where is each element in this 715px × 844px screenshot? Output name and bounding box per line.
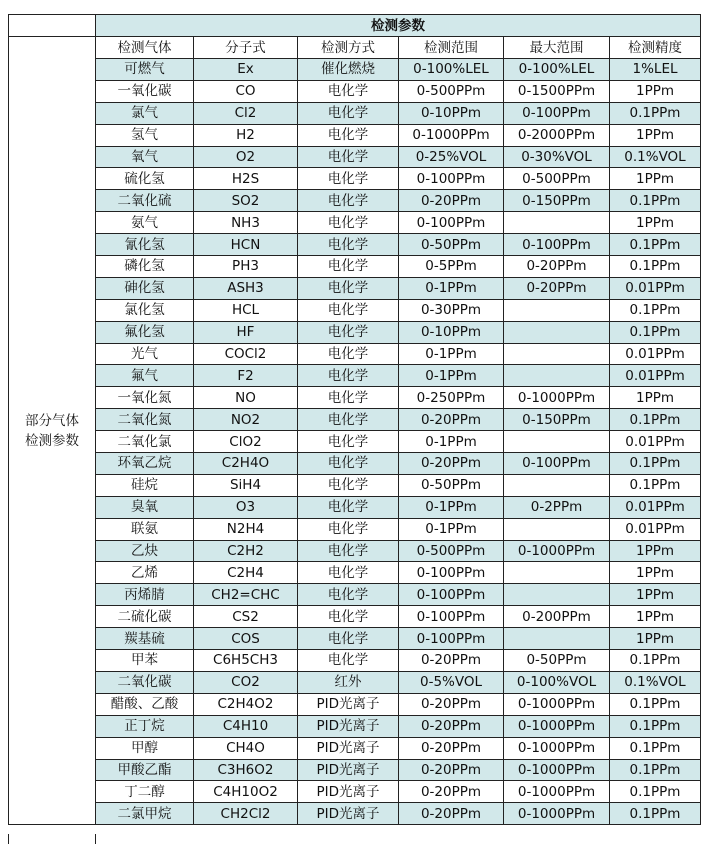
cell-formula: Cl2 — [194, 102, 298, 124]
cell-formula: CH2Cl2 — [194, 803, 298, 825]
cell-max-range: 0-20PPm — [504, 277, 610, 299]
cell-max-range — [504, 584, 610, 606]
cell-max-range: 0-150PPm — [504, 190, 610, 212]
cell-gas: 丙烯腈 — [96, 584, 194, 606]
cell-method: 电化学 — [298, 453, 399, 475]
cell-method: 电化学 — [298, 496, 399, 518]
cell-accuracy: 0.1PPm — [610, 299, 701, 321]
table-row — [9, 409, 701, 431]
cell-range: 0-100PPm — [399, 168, 504, 190]
header-row — [9, 37, 701, 59]
cell-range: 0-1PPm — [399, 431, 504, 453]
cell-formula: ClO2 — [194, 431, 298, 453]
table-row — [9, 803, 701, 825]
cell-formula: HF — [194, 321, 298, 343]
cell-formula: O2 — [194, 146, 298, 168]
cell-method: 电化学 — [298, 124, 399, 146]
cell-range: 0-500PPm — [399, 540, 504, 562]
cell-accuracy: 1PPm — [610, 212, 701, 234]
table-row — [9, 256, 701, 278]
cell-formula: C3H6O2 — [194, 759, 298, 781]
cell-gas: 硅烷 — [96, 474, 194, 496]
table-row — [9, 606, 701, 628]
cell-max-range: 0-1000PPm — [504, 387, 610, 409]
cell-range: 0-1PPm — [399, 365, 504, 387]
section-label-line-2: 检测参数 — [25, 432, 79, 449]
cell-range: 0-5%VOL — [399, 671, 504, 693]
cell-gas: 氟气 — [96, 365, 194, 387]
cell-formula: C2H2 — [194, 540, 298, 562]
cell-accuracy: 0.1PPm — [610, 803, 701, 825]
cell-max-range — [504, 562, 610, 584]
table-row — [9, 212, 701, 234]
cell-range: 0-20PPm — [399, 781, 504, 803]
cell-accuracy: 1%LEL — [610, 59, 701, 81]
cell-method: 电化学 — [298, 387, 399, 409]
table-row — [9, 387, 701, 409]
table-row — [9, 80, 701, 102]
title-row — [9, 15, 701, 37]
cell-method: 电化学 — [298, 562, 399, 584]
cell-range: 0-20PPm — [399, 803, 504, 825]
cell-range: 0-50PPm — [399, 474, 504, 496]
cell-range: 0-20PPm — [399, 759, 504, 781]
cell-range: 0-100PPm — [399, 628, 504, 650]
cell-gas: 氨气 — [96, 212, 194, 234]
cell-max-range: 0-1000PPm — [504, 759, 610, 781]
table-row — [9, 759, 701, 781]
cell-max-range — [504, 365, 610, 387]
cell-range: 0-5PPm — [399, 256, 504, 278]
table-row — [9, 168, 701, 190]
cell-formula: C4H10O2 — [194, 781, 298, 803]
cell-max-range — [504, 628, 610, 650]
header-gas: 检测气体 — [96, 37, 194, 59]
cell-method: PID光离子 — [298, 693, 399, 715]
gas-parameter-table — [8, 14, 701, 825]
cell-accuracy: 1PPm — [610, 540, 701, 562]
cell-formula: Ex — [194, 59, 298, 81]
cell-method: 电化学 — [298, 102, 399, 124]
cell-range: 0-20PPm — [399, 693, 504, 715]
cell-method: 电化学 — [298, 343, 399, 365]
cell-formula: PH3 — [194, 256, 298, 278]
cell-range: 0-20PPm — [399, 409, 504, 431]
cell-max-range: 0-1000PPm — [504, 540, 610, 562]
cell-method: 电化学 — [298, 146, 399, 168]
cell-gas: 氟化氢 — [96, 321, 194, 343]
table-row — [9, 365, 701, 387]
cell-max-range — [504, 299, 610, 321]
cell-max-range: 0-200PPm — [504, 606, 610, 628]
cell-gas: 甲醇 — [96, 737, 194, 759]
cell-formula: CH4O — [194, 737, 298, 759]
table-row — [9, 737, 701, 759]
cell-gas: 甲酸乙酯 — [96, 759, 194, 781]
cell-method: PID光离子 — [298, 803, 399, 825]
cell-formula: F2 — [194, 365, 298, 387]
header-range: 检测范围 — [399, 37, 504, 59]
table-row — [9, 671, 701, 693]
cell-method: 电化学 — [298, 168, 399, 190]
header-method: 检测方式 — [298, 37, 399, 59]
cell-max-range: 0-2000PPm — [504, 124, 610, 146]
cell-method: 电化学 — [298, 365, 399, 387]
cell-accuracy: 1PPm — [610, 80, 701, 102]
cell-range: 0-1PPm — [399, 277, 504, 299]
cell-range: 0-100PPm — [399, 584, 504, 606]
cell-formula: HCN — [194, 234, 298, 256]
cell-gas: 氧气 — [96, 146, 194, 168]
cell-formula: C4H10 — [194, 715, 298, 737]
cell-formula: NO — [194, 387, 298, 409]
cell-range: 0-100%LEL — [399, 59, 504, 81]
cell-method: 电化学 — [298, 212, 399, 234]
cell-formula: HCL — [194, 299, 298, 321]
cell-method: 电化学 — [298, 584, 399, 606]
cell-max-range: 0-150PPm — [504, 409, 610, 431]
cell-method: 电化学 — [298, 321, 399, 343]
cell-method: PID光离子 — [298, 759, 399, 781]
cell-accuracy: 0.01PPm — [610, 277, 701, 299]
cell-gas: 臭氧 — [96, 496, 194, 518]
header-formula: 分子式 — [194, 37, 298, 59]
table-row — [9, 781, 701, 803]
table-row — [9, 124, 701, 146]
cell-gas: 砷化氢 — [96, 277, 194, 299]
table-row — [9, 190, 701, 212]
cell-max-range: 0-100PPm — [504, 453, 610, 475]
cell-accuracy: 0.1PPm — [610, 715, 701, 737]
cell-formula: C6H5CH3 — [194, 650, 298, 672]
cell-accuracy: 0.1PPm — [610, 650, 701, 672]
cell-method: 电化学 — [298, 431, 399, 453]
cell-range: 0-20PPm — [399, 715, 504, 737]
cell-max-range — [504, 431, 610, 453]
cell-formula: O3 — [194, 496, 298, 518]
cell-max-range — [504, 343, 610, 365]
cell-method: 电化学 — [298, 409, 399, 431]
cell-accuracy: 1PPm — [610, 168, 701, 190]
cell-max-range: 0-2PPm — [504, 496, 610, 518]
cell-method: 电化学 — [298, 518, 399, 540]
cell-formula: CO2 — [194, 671, 298, 693]
cell-max-range — [504, 321, 610, 343]
cell-formula: NO2 — [194, 409, 298, 431]
cell-formula: CO — [194, 80, 298, 102]
cell-gas: 二氧化碳 — [96, 671, 194, 693]
header-max-range: 最大范围 — [504, 37, 610, 59]
cell-accuracy: 0.1PPm — [610, 693, 701, 715]
cell-method: PID光离子 — [298, 715, 399, 737]
cell-range: 0-1000PPm — [399, 124, 504, 146]
cell-gas: 氯化氢 — [96, 299, 194, 321]
cell-gas: 乙烯 — [96, 562, 194, 584]
cell-formula: C2H4O2 — [194, 693, 298, 715]
blank-corner-cell — [9, 15, 96, 37]
cell-method: 电化学 — [298, 277, 399, 299]
cell-method: 红外 — [298, 671, 399, 693]
cell-formula: SO2 — [194, 190, 298, 212]
table-row — [9, 431, 701, 453]
cell-max-range: 0-100%LEL — [504, 59, 610, 81]
cell-max-range: 0-50PPm — [504, 650, 610, 672]
table-row — [9, 650, 701, 672]
cell-method: PID光离子 — [298, 737, 399, 759]
cell-range: 0-10PPm — [399, 102, 504, 124]
cell-max-range: 0-100%VOL — [504, 671, 610, 693]
cell-formula: CH2=CHC — [194, 584, 298, 606]
table-row — [9, 715, 701, 737]
table-row — [9, 59, 701, 81]
cell-range: 0-20PPm — [399, 190, 504, 212]
cell-max-range — [504, 474, 610, 496]
cell-formula: C2H4O — [194, 453, 298, 475]
cell-max-range: 0-20PPm — [504, 256, 610, 278]
table-row — [9, 321, 701, 343]
cell-method: 电化学 — [298, 474, 399, 496]
cell-accuracy: 0.1%VOL — [610, 671, 701, 693]
cell-gas: 醋酸、乙酸 — [96, 693, 194, 715]
table-title: 检测参数 — [96, 15, 701, 37]
cell-gas: 二硫化碳 — [96, 606, 194, 628]
cell-gas: 联氨 — [96, 518, 194, 540]
cell-accuracy: 0.1PPm — [610, 102, 701, 124]
cell-accuracy: 0.01PPm — [610, 365, 701, 387]
table-row — [9, 146, 701, 168]
cell-max-range — [504, 518, 610, 540]
cell-range: 0-1PPm — [399, 343, 504, 365]
cell-gas: 硫化氢 — [96, 168, 194, 190]
cell-formula: H2S — [194, 168, 298, 190]
cell-max-range: 0-500PPm — [504, 168, 610, 190]
cell-formula: COCl2 — [194, 343, 298, 365]
cell-gas: 甲苯 — [96, 650, 194, 672]
cell-formula: C2H4 — [194, 562, 298, 584]
table-row — [9, 299, 701, 321]
cell-range: 0-20PPm — [399, 737, 504, 759]
cell-max-range: 0-1000PPm — [504, 693, 610, 715]
cell-gas: 正丁烷 — [96, 715, 194, 737]
cell-gas: 二氧化氮 — [96, 409, 194, 431]
cell-max-range: 0-1000PPm — [504, 737, 610, 759]
cell-formula: ASH3 — [194, 277, 298, 299]
cell-accuracy: 0.01PPm — [610, 496, 701, 518]
table-row — [9, 496, 701, 518]
cell-accuracy: 0.1PPm — [610, 256, 701, 278]
cell-range: 0-25%VOL — [399, 146, 504, 168]
cell-accuracy: 0.01PPm — [610, 431, 701, 453]
cell-gas: 羰基硫 — [96, 628, 194, 650]
section-label-line-1: 部分气体 — [25, 412, 79, 429]
cell-gas: 磷化氢 — [96, 256, 194, 278]
cell-accuracy: 0.1PPm — [610, 474, 701, 496]
cell-gas: 二氯甲烷 — [96, 803, 194, 825]
cell-max-range: 0-100PPm — [504, 102, 610, 124]
cell-method: 电化学 — [298, 650, 399, 672]
cell-formula: COS — [194, 628, 298, 650]
cell-accuracy: 1PPm — [610, 387, 701, 409]
cell-method: 电化学 — [298, 256, 399, 278]
cell-range: 0-1PPm — [399, 518, 504, 540]
cell-range: 0-100PPm — [399, 562, 504, 584]
cell-gas: 丁二醇 — [96, 781, 194, 803]
cell-accuracy: 1PPm — [610, 606, 701, 628]
table-row — [9, 693, 701, 715]
cell-method: 电化学 — [298, 234, 399, 256]
table-row — [9, 453, 701, 475]
cell-gas: 一氧化碳 — [96, 80, 194, 102]
cell-method: 电化学 — [298, 80, 399, 102]
cell-accuracy: 0.1PPm — [610, 781, 701, 803]
cell-max-range: 0-1000PPm — [504, 781, 610, 803]
table-continuation-edge — [8, 834, 701, 844]
table-row — [9, 518, 701, 540]
table-row — [9, 628, 701, 650]
table-row — [9, 562, 701, 584]
cell-method: 电化学 — [298, 540, 399, 562]
cell-range: 0-1PPm — [399, 496, 504, 518]
cell-gas: 光气 — [96, 343, 194, 365]
cell-range: 0-100PPm — [399, 606, 504, 628]
header-accuracy: 检测精度 — [610, 37, 701, 59]
cell-range: 0-10PPm — [399, 321, 504, 343]
cell-method: PID光离子 — [298, 781, 399, 803]
cell-method: 电化学 — [298, 190, 399, 212]
cell-accuracy: 0.1PPm — [610, 234, 701, 256]
cell-method: 电化学 — [298, 628, 399, 650]
cell-max-range: 0-1500PPm — [504, 80, 610, 102]
table-row — [9, 277, 701, 299]
cell-formula: NH3 — [194, 212, 298, 234]
table-row — [9, 102, 701, 124]
cell-gas: 一氧化氮 — [96, 387, 194, 409]
cell-accuracy: 0.01PPm — [610, 343, 701, 365]
cell-gas: 氯气 — [96, 102, 194, 124]
cell-accuracy: 0.1PPm — [610, 453, 701, 475]
cell-accuracy: 0.1PPm — [610, 759, 701, 781]
cell-accuracy: 1PPm — [610, 562, 701, 584]
cell-max-range: 0-1000PPm — [504, 715, 610, 737]
cell-accuracy: 0.1PPm — [610, 737, 701, 759]
cell-range: 0-30PPm — [399, 299, 504, 321]
cell-range: 0-20PPm — [399, 453, 504, 475]
cell-accuracy: 0.1%VOL — [610, 146, 701, 168]
cell-max-range — [504, 212, 610, 234]
cell-accuracy: 0.1PPm — [610, 190, 701, 212]
cell-max-range: 0-30%VOL — [504, 146, 610, 168]
cell-range: 0-50PPm — [399, 234, 504, 256]
cell-method: 电化学 — [298, 299, 399, 321]
table-row — [9, 540, 701, 562]
cell-gas: 环氧乙烷 — [96, 453, 194, 475]
cell-formula: SiH4 — [194, 474, 298, 496]
cell-gas: 二氧化氯 — [96, 431, 194, 453]
cell-accuracy: 0.1PPm — [610, 321, 701, 343]
cell-gas: 氢气 — [96, 124, 194, 146]
table-row — [9, 474, 701, 496]
table-row — [9, 584, 701, 606]
cell-gas: 可燃气 — [96, 59, 194, 81]
spec-sheet — [8, 14, 701, 825]
cell-range: 0-500PPm — [399, 80, 504, 102]
cell-method: 催化燃烧 — [298, 59, 399, 81]
cell-gas: 氰化氢 — [96, 234, 194, 256]
cell-accuracy: 1PPm — [610, 124, 701, 146]
table-row — [9, 234, 701, 256]
cell-accuracy: 1PPm — [610, 628, 701, 650]
cell-accuracy: 1PPm — [610, 584, 701, 606]
cell-max-range: 0-1000PPm — [504, 803, 610, 825]
cell-accuracy: 0.01PPm — [610, 518, 701, 540]
section-label-cell — [9, 37, 96, 825]
cell-gas: 二氧化硫 — [96, 190, 194, 212]
cell-range: 0-250PPm — [399, 387, 504, 409]
cell-accuracy: 0.1PPm — [610, 409, 701, 431]
cell-range: 0-100PPm — [399, 212, 504, 234]
cell-method: 电化学 — [298, 606, 399, 628]
cell-max-range: 0-100PPm — [504, 234, 610, 256]
cell-gas: 乙炔 — [96, 540, 194, 562]
cell-formula: H2 — [194, 124, 298, 146]
table-row — [9, 343, 701, 365]
cell-range: 0-20PPm — [399, 650, 504, 672]
cell-formula: CS2 — [194, 606, 298, 628]
cell-formula: N2H4 — [194, 518, 298, 540]
